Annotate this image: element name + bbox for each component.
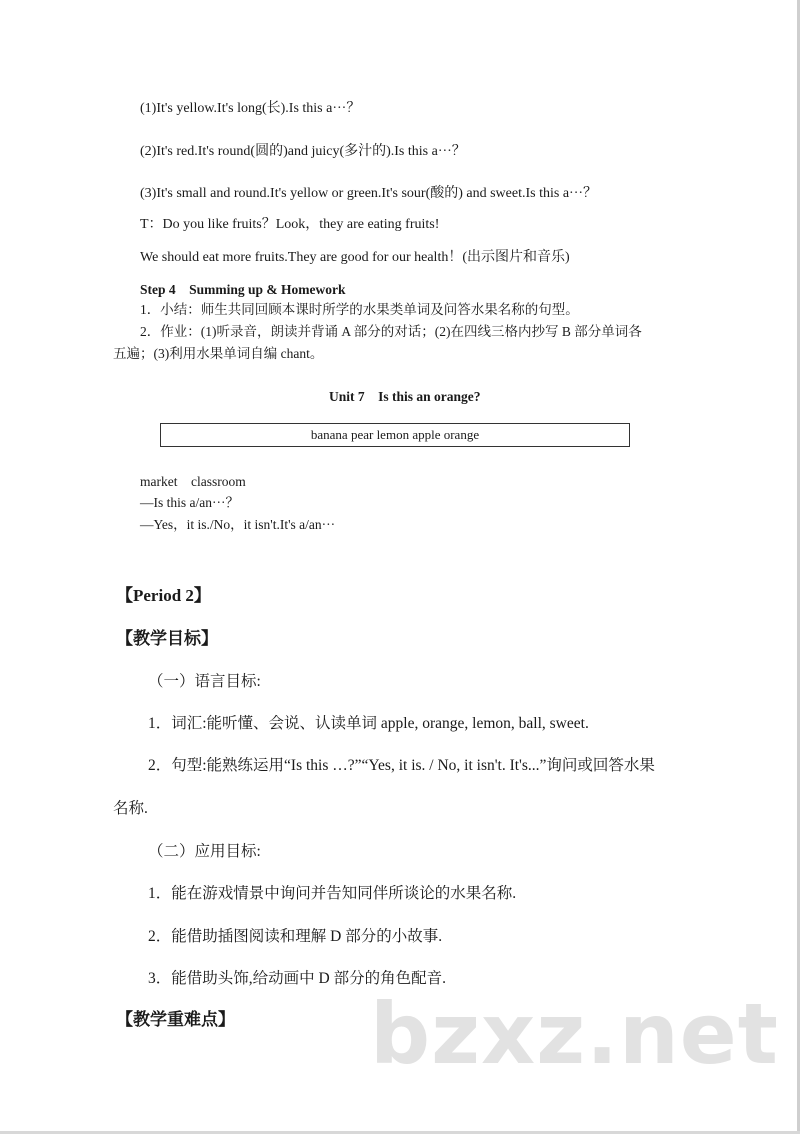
application-goal-2: 2．能借助插图阅读和理解 D 部分的小故事. bbox=[148, 928, 443, 945]
question-1: (1)It's yellow.It's long(长).Is this a···？ bbox=[140, 101, 361, 116]
question-2: (2)It's red.It's round(圆的)and juicy(多汁的).Is this a···？ bbox=[140, 144, 466, 159]
sentence-goal-cont: 名称. bbox=[113, 800, 148, 817]
application-goal-heading: （二）应用目标: bbox=[148, 843, 261, 860]
language-goal-heading: （一）语言目标: bbox=[148, 673, 261, 690]
health-line: We should eat more fruits.They are good for our health！(出示图片和音乐) bbox=[140, 250, 570, 265]
answer-pattern: —Yes，it is./No，it isn't.It's a/an··· bbox=[140, 517, 336, 532]
key-points-heading: 【教学重难点】 bbox=[116, 1010, 235, 1029]
question-pattern: —Is this a/an···？ bbox=[140, 495, 239, 510]
homework-line-cont: 五遍；(3)利用水果单词自编 chant。 bbox=[113, 346, 324, 361]
question-3: (3)It's small and round.It's yellow or green.It's sour(酸的) and sweet.Is this a···？ bbox=[140, 186, 598, 201]
goals-heading: 【教学目标】 bbox=[116, 629, 218, 648]
teacher-line: T：Do you like fruits？Look，they are eating fruits! bbox=[140, 217, 440, 232]
homework-line: 2．作业：(1)听录音，朗读并背诵 A 部分的对话；(2)在四线三格内抄写 B 部分单词各 bbox=[140, 324, 642, 339]
sentence-goal: 2．句型:能熟练运用“Is this …?”“Yes, it is. / No, it isn't. It's...”询问或回答水果 bbox=[148, 757, 655, 774]
period-title: 【Period 2】 bbox=[116, 586, 211, 605]
summary-line: 1．小结：师生共同回顾本课时所学的水果类单词及问答水果名称的句型。 bbox=[140, 302, 579, 317]
word-box bbox=[160, 423, 630, 447]
board-title: Unit 7 Is this an orange? bbox=[329, 389, 481, 404]
place-words: market classroom bbox=[140, 474, 246, 489]
watermark: bzxz.net bbox=[370, 985, 779, 1083]
word-box-text: banana pear lemon apple orange bbox=[310, 427, 480, 442]
step4-heading: Step 4 Summing up & Homework bbox=[140, 282, 346, 297]
application-goal-3: 3．能借助头饰,给动画中 D 部分的角色配音. bbox=[148, 970, 446, 987]
application-goal-1: 1．能在游戏情景中询问并告知同伴所谈论的水果名称. bbox=[148, 885, 517, 902]
vocab-goal: 1．词汇:能听懂、会说、认读单词 apple, orange, lemon, ball, sweet. bbox=[148, 715, 589, 732]
